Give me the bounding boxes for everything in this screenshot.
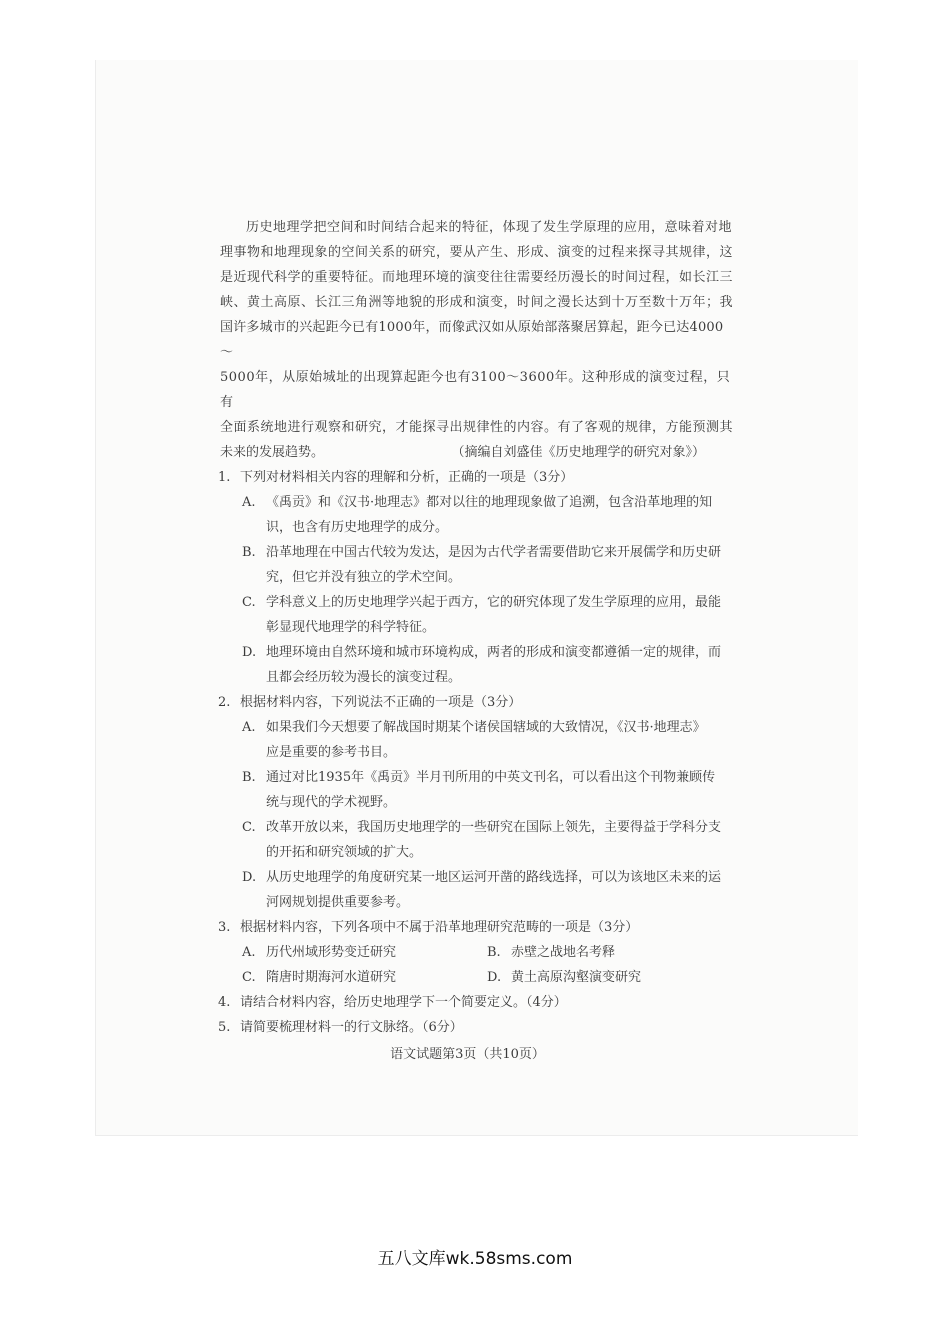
- passage-line: 国许多城市的兴起距今已有1000年，而像武汉如从原始部落聚居算起，距今已达4000～: [220, 320, 724, 360]
- passage-line: 峡、黄土高原、长江三角洲等地貌的形成和演变，时间之漫长达到十万至数十万年；我: [220, 295, 734, 310]
- question-text: 根据材料内容，下列说法不正确的一项是（3分）: [240, 695, 522, 710]
- option-label: B.: [242, 545, 256, 560]
- option-text: 识，也含有历史地理学的成分。: [266, 520, 449, 535]
- option-d: [242, 865, 735, 915]
- question-text: 根据材料内容，下列各项中不属于沿革地理研究范畴的一项是（3分）: [240, 920, 639, 935]
- option-c: [242, 965, 487, 990]
- option-a: [242, 490, 735, 540]
- passage-source-line: [220, 440, 735, 465]
- option-text: 河网规划提供重要参考。: [266, 895, 410, 910]
- option-label: A.: [242, 945, 256, 960]
- option-label: D.: [242, 870, 257, 885]
- question-3: [220, 915, 735, 990]
- question-text: 请简要梳理材料一的行文脉络。（6分）: [240, 1020, 463, 1035]
- site-watermark: 五八文库wk.58sms.com: [377, 1249, 573, 1269]
- option-text: 彰显现代地理学的科学特征。: [266, 620, 436, 635]
- option-b: [242, 765, 735, 815]
- option-c: [242, 815, 735, 865]
- option-text: 通过对比1935年《禹贡》半月刊所用的中英文刊名，可以看出这个刊物兼顾传: [266, 770, 716, 785]
- option-text: 隋唐时期海河水道研究: [266, 970, 397, 985]
- passage-line: 全面系统地进行观察和研究，才能探寻出规律性的内容。有了客观的规律，方能预测其: [220, 420, 734, 435]
- question-4: [218, 990, 735, 1015]
- option-label: B.: [242, 770, 256, 785]
- option-label: C.: [242, 595, 256, 610]
- question-number: 5.: [218, 1020, 231, 1035]
- option-b: [487, 940, 732, 965]
- option-text: 且都会经历较为漫长的演变过程。: [266, 670, 462, 685]
- option-text: 如果我们今天想要了解战国时期某个诸侯国辖域的大致情况，《汉书·地理志》: [266, 720, 706, 735]
- page-footer: 语文试题第3页（共10页）: [390, 1047, 545, 1062]
- option-label: D.: [242, 645, 257, 660]
- option-row: [242, 940, 735, 965]
- passage-line: 理事物和地理现象的空间关系的研究，要从产生、形成、演变的过程来探寻其规律，这: [220, 245, 734, 260]
- exam-content: [220, 215, 735, 1067]
- question-stem: [218, 915, 735, 940]
- option-label: A.: [242, 720, 256, 735]
- passage-line: 历史地理学把空间和时间结合起来的特征，体现了发生学原理的应用，意味着对地: [246, 220, 733, 235]
- option-text: 究，但它并没有独立的学术空间。: [266, 570, 462, 585]
- question-stem: [218, 690, 735, 715]
- passage-line: 是近现代科学的重要特征。而地理环境的演变往往需要经历漫长的时间过程，如长江三: [220, 270, 734, 285]
- reading-passage: [220, 215, 735, 465]
- question-text: 下列对材料相关内容的理解和分析，正确的一项是（3分）: [240, 470, 574, 485]
- option-text: 沿革地理在中国古代较为发达，是因为古代学者需要借助它来开展儒学和历史研: [266, 545, 722, 560]
- question-2: [220, 690, 735, 915]
- option-d: [242, 640, 735, 690]
- option-text: 赤壁之战地名考释: [511, 945, 616, 960]
- option-label: D.: [487, 970, 502, 985]
- option-d: [487, 965, 732, 990]
- option-text: 《禹贡》和《汉书·地理志》都对以往的地理现象做了追溯，包含沿革地理的知: [266, 495, 713, 510]
- option-text: 的开拓和研究领域的扩大。: [266, 845, 423, 860]
- question-stem: [218, 465, 735, 490]
- option-a: [242, 940, 487, 965]
- option-text: 历代州域形势变迁研究: [266, 945, 397, 960]
- option-label: C.: [242, 970, 256, 985]
- option-label: B.: [487, 945, 501, 960]
- passage-source: （摘编自刘盛佳《历史地理学的研究对象》）: [451, 445, 705, 460]
- question-number: 4.: [218, 995, 231, 1010]
- question-number: 2.: [218, 695, 231, 710]
- question-text: 请结合材料内容，给历史地理学下一个简要定义。（4分）: [240, 995, 567, 1010]
- option-text: 改革开放以来，我国历史地理学的一些研究在国际上领先，主要得益于学科分支: [266, 820, 722, 835]
- question-5: [218, 1015, 735, 1040]
- option-text: 地理环境由自然环境和城市环境构成，两者的形成和演变都遵循一定的规律，而: [266, 645, 722, 660]
- option-text: 应是重要的参考书目。: [266, 745, 397, 760]
- option-a: [242, 715, 735, 765]
- question-number: 3.: [218, 920, 231, 935]
- question-1: [220, 465, 735, 690]
- passage-line: 未来的发展趋势。: [220, 445, 325, 460]
- option-text: 统与现代的学术视野。: [266, 795, 397, 810]
- option-c: [242, 590, 735, 640]
- option-row: [242, 965, 735, 990]
- question-number: 1.: [218, 470, 231, 485]
- option-label: C.: [242, 820, 256, 835]
- option-text: 从历史地理学的角度研究某一地区运河开凿的路线选择，可以为该地区未来的运: [266, 870, 722, 885]
- option-label: A.: [242, 495, 256, 510]
- option-text: 黄土高原沟壑演变研究: [511, 970, 642, 985]
- passage-line: 5000年，从原始城址的出现算起距今也有3100～3600年。这种形成的演变过程，只有: [220, 370, 731, 410]
- option-text: 学科意义上的历史地理学兴起于西方，它的研究体现了发生学原理的应用，最能: [266, 595, 722, 610]
- option-b: [242, 540, 735, 590]
